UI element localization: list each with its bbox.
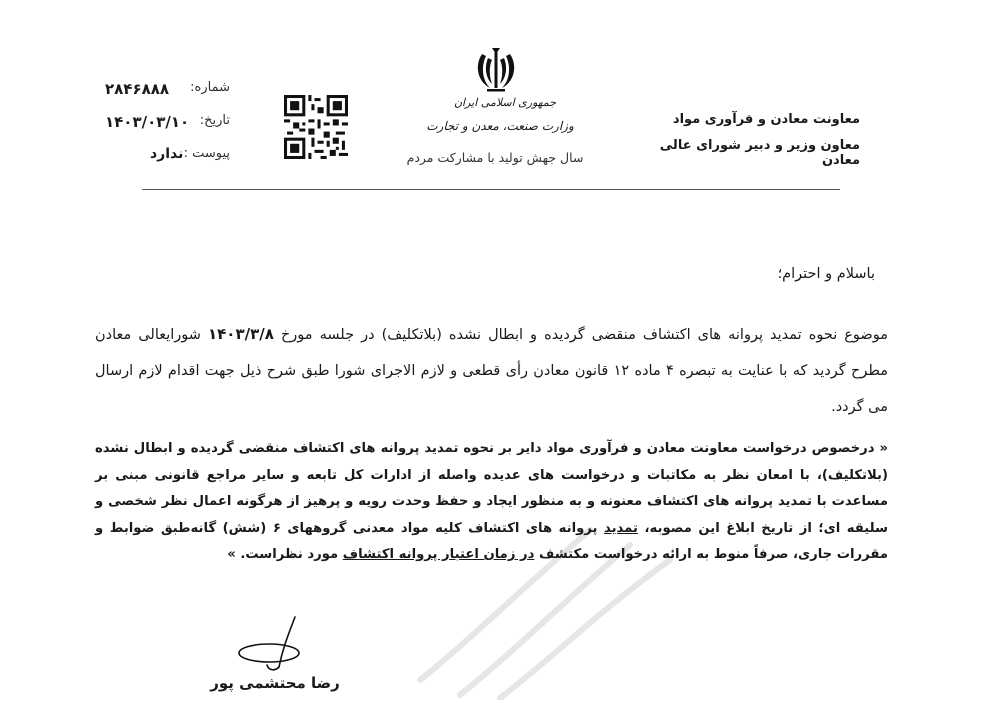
para-text-1: موضوع نحوه تمدید پروانه های اکتشاف منقضی گردیده و ابطال نشده (بلاتکلیف) در جلسه مورخ xyxy=(280,327,888,343)
number-label: شماره: xyxy=(190,80,230,95)
iran-emblem-icon xyxy=(472,46,520,94)
signer-name: رضا محتشمی پور xyxy=(210,674,340,692)
org-subtitle: معاون وزیر و دبیر شورای عالی معادن xyxy=(659,138,860,168)
org-title: معاونت معادن و فرآوری مواد xyxy=(672,112,860,127)
attachment-label: پیوست : xyxy=(183,146,230,161)
quote-text-1: « درخصوص درخواست معاونت معادن و فرآوری مواد دایر بر نحوه تمدید پروانه های اکتشاف منقضی گردیده و ابطال نشده (بلاتکلیف)، با امعان نظر به مکاتبات و درخواست های عدیده واصله از ادارات کل تابعه و سایر مراجع قانونی مبنی بر مساعدت با تمدید پروانه های اکتشاف معنونه و به منظور ایجاد و حفظ وحدت رویه و پرهیز از هرگونه اعمال نظر شخصی و سلیقه ای؛ از تاریخ ابلاغ این مصوبه، xyxy=(95,441,889,536)
year-slogan: سال جهش تولید با مشارکت مردم xyxy=(406,150,584,165)
quote-underlined-1: تمدید xyxy=(603,520,638,536)
main-paragraph xyxy=(95,316,888,425)
ministry-line-1: جمهوری اسلامی ایران xyxy=(453,96,557,109)
header-divider xyxy=(142,189,840,190)
ministry-line-2: وزارت صنعت، معدن و تجارت xyxy=(426,119,574,133)
handwritten-signature xyxy=(235,615,315,675)
date-value: ۱۴۰۳/۰۳/۱۰ xyxy=(105,113,190,131)
attachment-value: ندارد xyxy=(150,146,184,162)
quote-text-3: مورد نظراست. » xyxy=(227,547,339,562)
qr-code-icon xyxy=(284,95,348,159)
date-label: تاریخ: xyxy=(199,113,230,128)
quote-underlined-2: در زمان اعتبار پروانه اکتشاف xyxy=(342,547,535,562)
greeting: باسلام و احترام؛ xyxy=(777,266,875,282)
session-date: ۱۴۰۳/۳/۸ xyxy=(208,325,274,343)
para-text-2: شورایعالی معادن مطرح گردید که با عنایت به تبصره ۴ ماده ۱۲ قانون معادن رأی قطعی و لازم الاجرای شورا طبق شرح ذیل جهت اقدام لازم ارسال می گردد. xyxy=(95,327,888,415)
number-value: ۲۸۴۶۸۸۸ xyxy=(105,80,170,98)
resolution-quote xyxy=(95,436,888,569)
quote-text-2: پروانه های اکتشاف کلیه مواد معدنی گروههای ۶ (شش) گانه‌طبق ضوابط و مقررات جاری، صرفاً منوط به ارائه درخواست مکتشف xyxy=(95,520,888,562)
